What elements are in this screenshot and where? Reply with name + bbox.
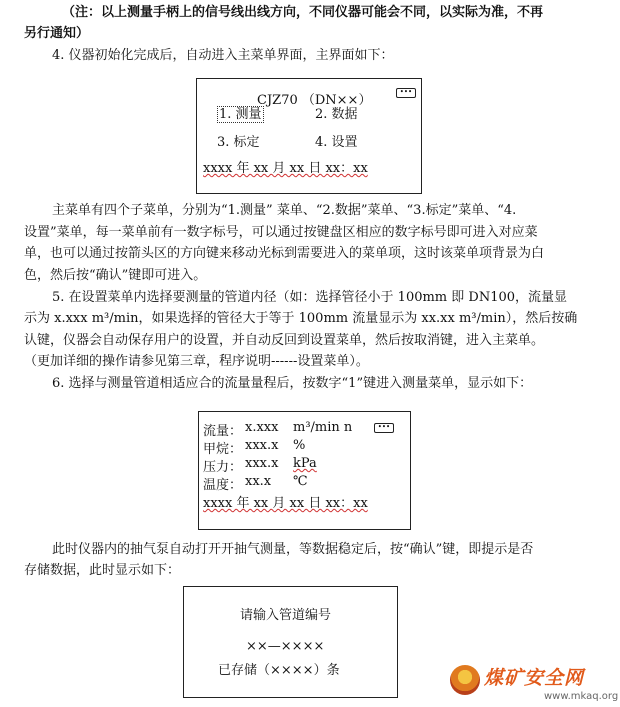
menu-item-settings[interactable]: 4. 设置 bbox=[315, 135, 358, 150]
menu-item-measure[interactable]: 1. 测量 bbox=[219, 107, 262, 122]
note-line-2: 另行通知） bbox=[24, 26, 90, 41]
step5-line-3: 认键，仪器会自动保存用户的设置，并自动反回到设置菜单，然后按取消键，进入主菜单。 bbox=[24, 333, 545, 348]
menu-item-data[interactable]: 2. 数据 bbox=[315, 107, 358, 122]
methane-value: xxx.x bbox=[245, 438, 279, 453]
watermark-url: www.mkaq.org bbox=[544, 691, 619, 702]
pressure-label: 压力： bbox=[203, 460, 243, 475]
methane-unit: % bbox=[293, 438, 306, 453]
measure-screen-datetime: xxxx 年 xx 月 xx 日 xx：xx bbox=[203, 496, 368, 511]
flow-unit: m³/min n bbox=[293, 420, 353, 435]
menu-para-line-3: 单，也可以通过按箭头区的方向键来移动光标到需要进入的菜单项，这时该菜单项背景为白 bbox=[24, 246, 545, 261]
store-prompt: 请输入管道编号 bbox=[240, 608, 332, 623]
main-screen-title: CJZ70 （DN××） bbox=[257, 93, 372, 108]
step5-line-4: （更加详细的操作请参见第三章，程序说明------设置菜单）。 bbox=[24, 354, 369, 369]
mine-logo-icon bbox=[450, 665, 480, 695]
temperature-unit: ℃ bbox=[293, 474, 308, 489]
main-menu-screen bbox=[196, 78, 422, 194]
status-dots-icon: ••• bbox=[374, 423, 394, 433]
pressure-value: xxx.x bbox=[245, 456, 279, 471]
measure-screen bbox=[198, 411, 411, 530]
store-para-line-2: 存储数据，此时显示如下： bbox=[24, 563, 181, 578]
watermark-title: 煤矿安全网 bbox=[484, 667, 585, 689]
step5-line-1: 5. 在设置菜单内选择要测量的管道内径（如：选择管径小于 100mm 即 DN100，流量显 bbox=[52, 290, 568, 305]
site-watermark bbox=[448, 661, 619, 707]
step5-line-2: 示为 x.xxx m³/min，如果选择的管径大于等于 100mm 流量显示为 xx.xx m³/min），然后按确 bbox=[24, 311, 578, 326]
menu-para-line-1: 主菜单有四个子菜单，分别为“1.测量” 菜单、“2.数据”菜单、“3.标定”菜单、“4. bbox=[52, 203, 517, 218]
menu-para-line-4: 色，然后按“确认”键即可进入。 bbox=[24, 268, 207, 283]
step-4: 4. 仪器初始化完成后，自动进入主菜单界面，主界面如下： bbox=[52, 48, 394, 63]
step-6: 6. 选择与测量管道相适应合的流量量程后，按数字“1”键进入测量菜单，显示如下： bbox=[52, 376, 533, 391]
main-screen-datetime: xxxx 年 xx 月 xx 日 xx：xx bbox=[203, 161, 368, 176]
pressure-unit: kPa bbox=[293, 456, 317, 471]
menu-item-calibrate[interactable]: 3. 标定 bbox=[217, 135, 260, 150]
menu-para-line-2: 设置”菜单，每一菜单前有一数字标号，可以通过按键盘区相应的数字标号即可进入对应菜 bbox=[24, 225, 538, 240]
pipe-code-input[interactable]: ××—×××× bbox=[246, 639, 325, 654]
status-dots-icon: ••• bbox=[396, 88, 416, 98]
flow-value: x.xxx bbox=[245, 420, 279, 435]
store-screen bbox=[183, 586, 398, 698]
methane-label: 甲烷： bbox=[203, 442, 243, 457]
temperature-label: 温度： bbox=[203, 478, 243, 493]
flow-label: 流量： bbox=[203, 424, 243, 439]
store-para-line-1: 此时仪器内的抽气泵自动打开开抽气测量，等数据稳定后，按“确认”键，即提示是否 bbox=[52, 542, 534, 557]
note-line-1: （注：以上测量手柄上的信号线出线方向，不同仪器可能会不同，以实际为准，不再 bbox=[62, 5, 544, 20]
temperature-value: xx.x bbox=[245, 474, 272, 489]
stored-count: 已存储（××××）条 bbox=[218, 663, 340, 678]
